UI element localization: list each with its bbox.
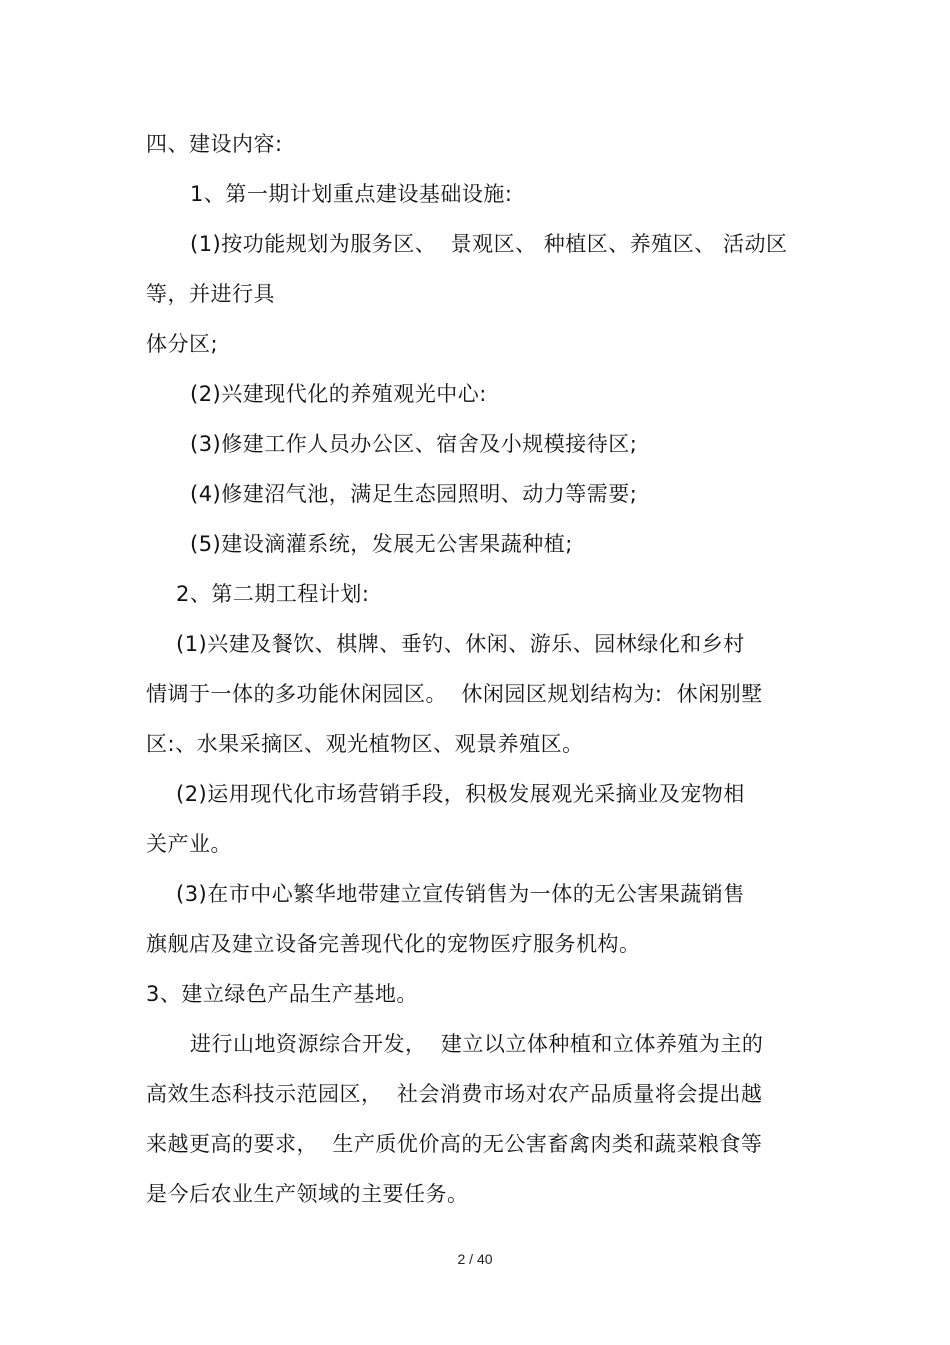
list-item: (2)兴建现代化的养殖观光中心: (190, 382, 487, 406)
paragraph-line: 体分区; (146, 332, 219, 356)
paragraph-line: (2)运用现代化市场营销手段，积极发展观光采摘业及宠物相 (176, 782, 745, 806)
paragraph-line: 是今后农业生产领域的主要任务。 (146, 1182, 469, 1206)
list-item: (3)修建工作人员办公区、宿舍及小规模接待区; (190, 432, 638, 456)
subsection-heading: 1、第一期计划重点建设基础设施: (190, 182, 513, 206)
page-number: 2 / 40 (457, 1251, 493, 1267)
paragraph-line: 情调于一体的多功能休闲园区。 休闲园区规划结构为: 休闲别墅 (146, 682, 763, 706)
paragraph-line: (1)兴建及餐饮、棋牌、垂钓、休闲、游乐、园林绿化和乡村 (176, 632, 745, 656)
paragraph-line: 进行山地资源综合开发， 建立以立体种植和立体养殖为主的 (190, 1032, 764, 1056)
list-item: (4)修建沼气池，满足生态园照明、动力等需要; (190, 482, 638, 506)
paragraph-line: 区:、水果采摘区、观光植物区、观景养殖区。 (146, 732, 584, 756)
paragraph-line: 等，并进行具 (146, 282, 275, 306)
list-item: (5)建设滴灌系统，发展无公害果蔬种植; (190, 532, 573, 556)
paragraph-line: 来越更高的要求， 生产质优价高的无公害畜禽肉类和蔬菜粮食等 (146, 1132, 763, 1156)
subsection-heading: 3、建立绿色产品生产基地。 (146, 982, 418, 1006)
paragraph-line: 旗舰店及建立设备完善现代化的宠物医疗服务机构。 (146, 932, 641, 956)
paragraph-line: (1)按功能规划为服务区、 景观区、 种植区、养殖区、 活动区 (190, 232, 788, 256)
subsection-heading: 2、第二期工程计划: (176, 582, 370, 606)
paragraph-line: 高效生态科技示范园区， 社会消费市场对农产品质量将会提出越 (146, 1082, 763, 1106)
paragraph-line: 关产业。 (146, 832, 232, 856)
section-heading: 四、建设内容: (146, 132, 283, 156)
paragraph-line: (3)在市中心繁华地带建立宣传销售为一体的无公害果蔬销售 (176, 882, 745, 906)
